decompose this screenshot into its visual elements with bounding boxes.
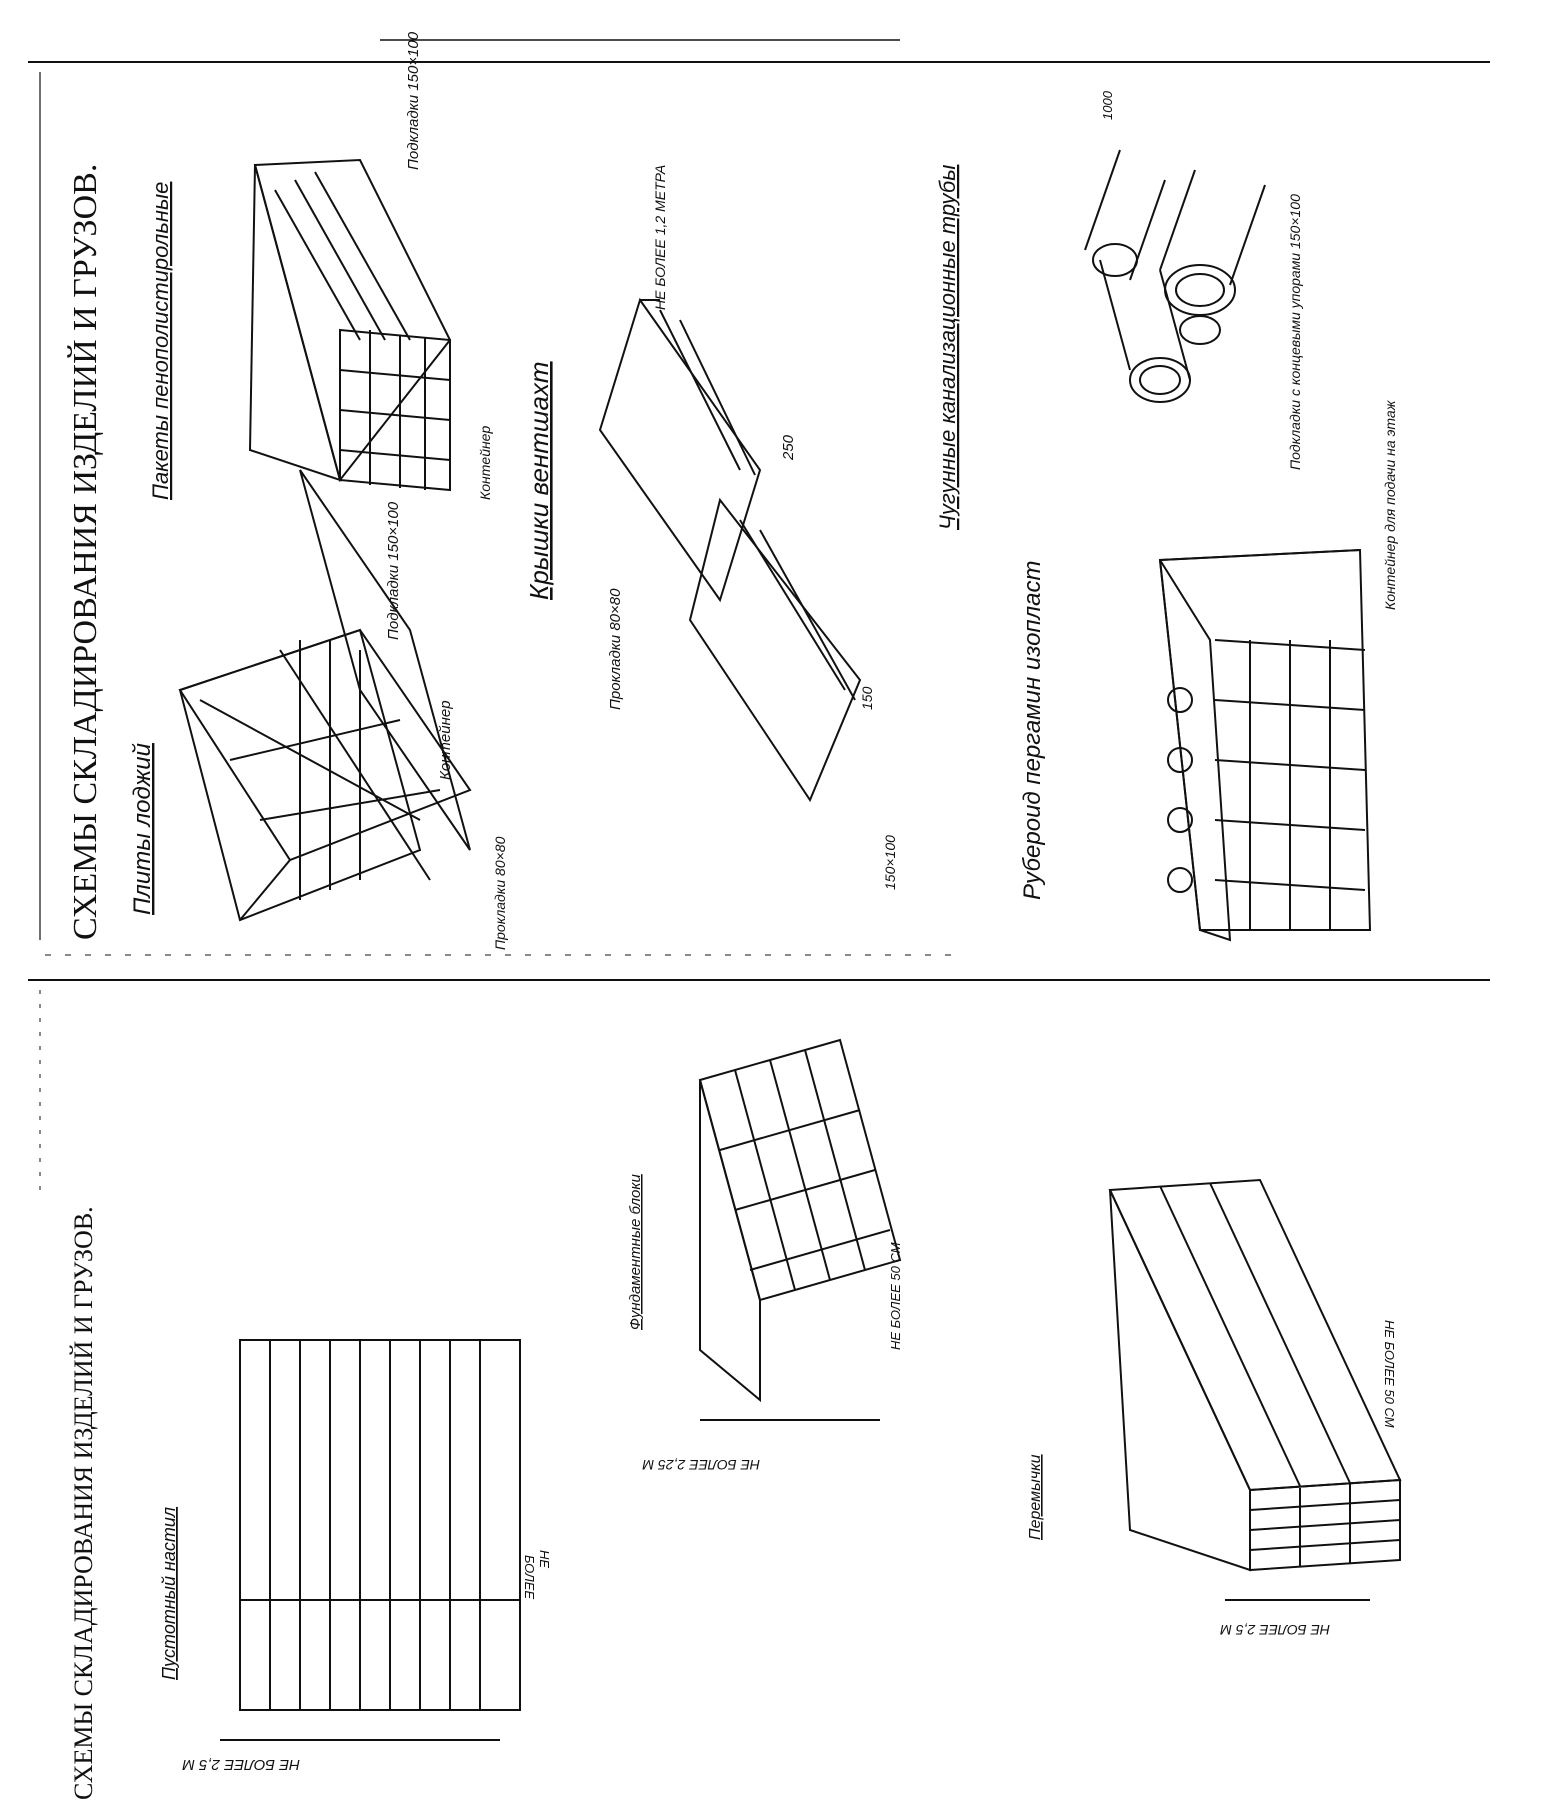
lintels-drawing: [1110, 1180, 1400, 1600]
foundation-note-2: НЕ БОЛЕЕ 50 СМ: [888, 1242, 903, 1350]
section-lintels: [1027, 1180, 1400, 1638]
hollow-note-2: НЕ: [537, 1550, 552, 1569]
polystyrene-note-2: Контейнер: [477, 425, 493, 500]
lintels-note-1: НЕ БОЛЕЕ 2,5 М: [1220, 1622, 1330, 1638]
foundation-note-1: НЕ БОЛЕЕ 2,25 М: [642, 1457, 760, 1473]
foundation-blocks-drawing: [700, 1040, 900, 1420]
section-pipes: [935, 90, 1303, 530]
section-hollow: [159, 1340, 552, 1773]
vent-note-5: 150×100: [882, 835, 898, 890]
polystyrene-label: Пакеты пенополистирольные: [148, 181, 173, 500]
roofing-label: Рубероид пергамин изопласт: [1019, 560, 1046, 900]
vent-note-2: НЕ БОЛЕЕ 1,2 МЕТРА: [652, 164, 668, 310]
hollow-note-1: НЕ БОЛЕЕ 2,5 М: [182, 1756, 300, 1773]
section-loggia: [129, 470, 508, 950]
roofing-note-1: Контейнер для подачи на этаж: [1382, 400, 1398, 610]
hollow-note-3: БОЛЕЕ: [522, 1555, 537, 1600]
lintels-label: Перемычки: [1027, 1454, 1044, 1540]
lower-title: СХЕМЫ СКЛАДИРОВАНИЯ ИЗДЕЛИЙ И ГРУЗОВ.: [69, 1206, 98, 1800]
pipes-drawing: [1085, 150, 1265, 402]
frame-lines: [28, 40, 1490, 1200]
vent-covers-drawing: [600, 300, 860, 800]
section-polystyrene: [148, 31, 493, 500]
section-vent: [524, 165, 898, 890]
upper-title: СХЕМЫ СКЛАДИРОВАНИЯ ИЗДЕЛИЙ И ГРУЗОВ.: [67, 163, 104, 940]
loggia-container-drawing: [180, 470, 470, 920]
pipes-label: Чугунные канализационные трубы: [935, 164, 960, 530]
vent-note-1: Прокладки 80×80: [607, 588, 624, 710]
vent-note-4: 150: [859, 686, 875, 710]
foundation-label: Фундаментные блоки: [627, 1174, 644, 1330]
vent-label: Крышки вентшахт: [524, 361, 554, 600]
loggia-note-3: Прокладки 80×80: [492, 836, 508, 950]
section-roofing: [1019, 399, 1398, 940]
roofing-container-drawing: [1160, 550, 1370, 940]
polystyrene-package-drawing: [250, 160, 450, 490]
hollow-slabs-drawing: [220, 1340, 520, 1740]
lintels-note-2: НЕ БОЛЕЕ 50 СМ: [1382, 1320, 1397, 1428]
vent-note-3: 250: [780, 434, 797, 460]
loggia-note-2: Контейнер: [437, 700, 454, 780]
loggia-label: Плиты лоджий: [129, 743, 156, 915]
pipes-note-2: Подкладки с концевыми упорами 150×100: [1287, 194, 1303, 470]
polystyrene-note-1: Подкладки 150×100: [405, 31, 422, 170]
pipes-note-1: 1000: [1100, 91, 1115, 120]
hollow-label: Пустотный настил: [159, 1506, 179, 1680]
section-foundation: [627, 1040, 903, 1473]
loggia-note-1: Подкладки 150×100: [385, 501, 402, 640]
